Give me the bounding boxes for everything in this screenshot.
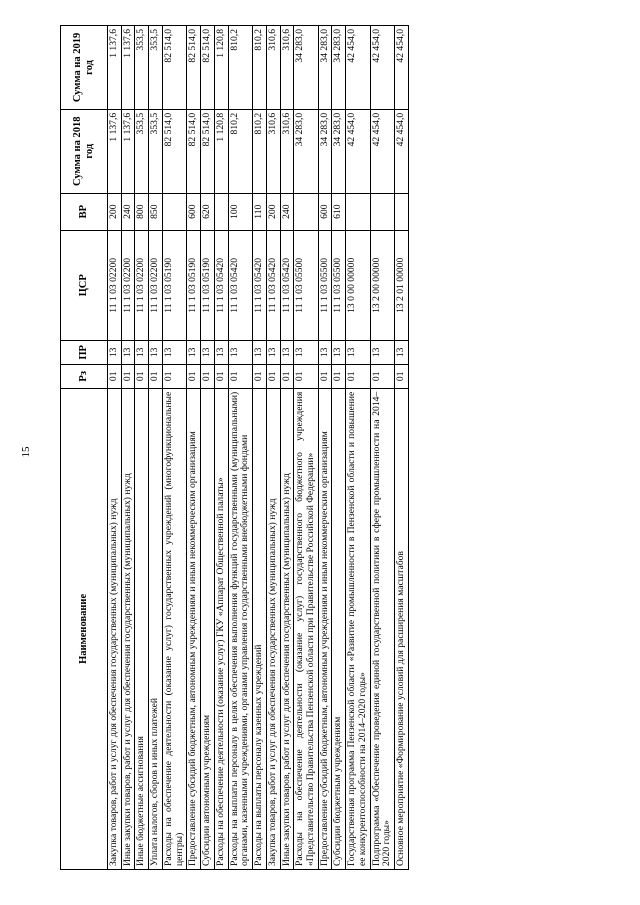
cell-csr: 11 1 03 02200 (149, 230, 163, 340)
cell-name: Расходы на выплаты персоналу казенных учреждений (253, 388, 267, 869)
budget-table (60, 25, 409, 870)
cell-sum-2019: 810,2 (228, 26, 252, 110)
cell-vr: 610 (332, 193, 346, 230)
table-row (318, 26, 332, 870)
table-row (228, 26, 252, 870)
cell-rz: 01 (162, 364, 186, 388)
cell-vr (214, 193, 228, 230)
cell-pr: 13 (395, 340, 409, 364)
table-row (201, 26, 215, 870)
header-name: Наименование (61, 388, 108, 869)
table-row (162, 26, 186, 870)
table-row (370, 26, 394, 870)
cell-vr (162, 193, 186, 230)
cell-csr: 13 2 00 00000 (370, 230, 394, 340)
cell-vr: 200 (108, 193, 122, 230)
cell-sum-2019: 82 514,0 (187, 26, 201, 110)
cell-csr: 11 1 03 02200 (121, 230, 135, 340)
cell-sum-2019: 1 137,6 (121, 26, 135, 110)
cell-pr: 13 (108, 340, 122, 364)
header-pr: ПР (61, 340, 108, 364)
cell-pr: 13 (294, 340, 318, 364)
cell-rz: 01 (332, 364, 346, 388)
cell-sum-2019: 310,6 (266, 26, 280, 110)
cell-csr: 13 0 00 00000 (346, 230, 370, 340)
cell-pr: 13 (135, 340, 149, 364)
cell-sum-2018: 42 454,0 (346, 109, 370, 193)
table-row (121, 26, 135, 870)
cell-csr: 11 1 03 05190 (162, 230, 186, 340)
cell-sum-2019: 42 454,0 (370, 26, 394, 110)
cell-name: Закупка товаров, работ и услуг для обеспечения государственных (муниципальных) нужд (108, 388, 122, 869)
cell-csr: 11 1 03 05420 (280, 230, 294, 340)
cell-sum-2018: 34 283,0 (294, 109, 318, 193)
cell-sum-2019: 34 283,0 (318, 26, 332, 110)
table-header-row (61, 26, 108, 870)
cell-csr: 11 1 03 02200 (108, 230, 122, 340)
cell-sum-2018: 34 283,0 (318, 109, 332, 193)
cell-csr: 11 1 03 05190 (201, 230, 215, 340)
cell-pr: 13 (162, 340, 186, 364)
cell-vr: 600 (187, 193, 201, 230)
table-row (108, 26, 122, 870)
cell-rz: 01 (280, 364, 294, 388)
cell-sum-2018: 1 137,6 (121, 109, 135, 193)
cell-vr: 620 (201, 193, 215, 230)
header-sum-2018: Сумма на 2018 год (61, 109, 108, 193)
cell-rz: 01 (294, 364, 318, 388)
cell-sum-2019: 810,2 (253, 26, 267, 110)
cell-rz: 01 (149, 364, 163, 388)
cell-csr: 11 1 03 05420 (228, 230, 252, 340)
cell-pr: 13 (280, 340, 294, 364)
cell-sum-2018: 82 514,0 (162, 109, 186, 193)
header-sum-2019: Сумма на 2019 год (61, 26, 108, 110)
cell-csr: 11 1 03 05190 (187, 230, 201, 340)
cell-vr: 200 (266, 193, 280, 230)
cell-rz: 01 (346, 364, 370, 388)
cell-rz: 01 (370, 364, 394, 388)
page-number: 15 (20, 446, 32, 458)
cell-rz: 01 (318, 364, 332, 388)
header-csr: ЦСР (61, 230, 108, 340)
cell-sum-2018: 310,6 (266, 109, 280, 193)
cell-pr: 13 (266, 340, 280, 364)
cell-pr: 13 (318, 340, 332, 364)
cell-name: Расходы на обеспечение деятельности (оказание услуг) государственного бюджетного учреждения «Представительство Правительства Пензенской области при Правительстве Российской Федерации» (294, 388, 318, 869)
cell-rz: 01 (121, 364, 135, 388)
table-row (395, 26, 409, 870)
cell-rz: 01 (108, 364, 122, 388)
table-row (253, 26, 267, 870)
cell-csr: 13 2 01 00000 (395, 230, 409, 340)
cell-sum-2018: 810,2 (228, 109, 252, 193)
cell-vr (395, 193, 409, 230)
cell-name: Государственная программа Пензенской области «Развитие промышленности в Пензенской области и повышение ее конкурентоспособности на 2014–2020 годы» (346, 388, 370, 869)
cell-pr: 13 (149, 340, 163, 364)
cell-vr (294, 193, 318, 230)
cell-name: Субсидии автономным учреждениям (201, 388, 215, 869)
cell-name: Расходы на выплаты персоналу в целях обеспечения выполнения функций государственными (муниципальными) органами, казенными учреждениями, органами управления государственными внебюджетными фондами (228, 388, 252, 869)
cell-vr (346, 193, 370, 230)
cell-rz: 01 (135, 364, 149, 388)
cell-sum-2018: 353,5 (135, 109, 149, 193)
cell-name: Подпрограмма «Обеспечение проведения единой государственной политики в сфере промышленности на 2014–2020 годы» (370, 388, 394, 869)
cell-name: Субсидии бюджетным учреждениям (332, 388, 346, 869)
cell-pr: 13 (121, 340, 135, 364)
table-row (214, 26, 228, 870)
cell-pr: 13 (332, 340, 346, 364)
cell-name: Предоставление субсидий бюджетным, автономным учреждениям и иным некоммерческим организациям (187, 388, 201, 869)
cell-rz: 01 (201, 364, 215, 388)
cell-vr: 800 (135, 193, 149, 230)
cell-name: Расходы на обеспечение деятельности (оказание услуг) государственных учреждений (многофункциональные центры) (162, 388, 186, 869)
cell-pr: 13 (370, 340, 394, 364)
cell-sum-2019: 1 120,8 (214, 26, 228, 110)
header-rz: Рз (61, 364, 108, 388)
table-row (149, 26, 163, 870)
cell-rz: 01 (214, 364, 228, 388)
table-row (294, 26, 318, 870)
cell-csr: 11 1 03 05500 (318, 230, 332, 340)
cell-sum-2019: 34 283,0 (294, 26, 318, 110)
cell-sum-2018: 82 514,0 (187, 109, 201, 193)
cell-sum-2019: 34 283,0 (332, 26, 346, 110)
cell-sum-2019: 310,6 (280, 26, 294, 110)
table-body (108, 26, 409, 870)
cell-sum-2018: 810,2 (253, 109, 267, 193)
cell-pr: 13 (187, 340, 201, 364)
cell-sum-2019: 82 514,0 (162, 26, 186, 110)
cell-vr: 240 (280, 193, 294, 230)
cell-name: Закупка товаров, работ и услуг для обеспечения государственных (муниципальных) нужд (266, 388, 280, 869)
cell-csr: 11 1 03 05420 (214, 230, 228, 340)
cell-sum-2018: 1 137,6 (108, 109, 122, 193)
cell-rz: 01 (228, 364, 252, 388)
cell-vr: 110 (253, 193, 267, 230)
table-row (187, 26, 201, 870)
header-vr: ВР (61, 193, 108, 230)
cell-sum-2019: 353,5 (135, 26, 149, 110)
cell-sum-2018: 1 120,8 (214, 109, 228, 193)
cell-rz: 01 (395, 364, 409, 388)
cell-vr: 240 (121, 193, 135, 230)
cell-sum-2018: 310,6 (280, 109, 294, 193)
cell-name: Основное мероприятие «Формирование условий для расширения масштабов (395, 388, 409, 869)
cell-sum-2018: 34 283,0 (332, 109, 346, 193)
cell-name: Иные закупки товаров, работ и услуг для обеспечения государственных (муниципальных) нужд (280, 388, 294, 869)
cell-sum-2018: 42 454,0 (370, 109, 394, 193)
cell-sum-2019: 1 137,6 (108, 26, 122, 110)
cell-name: Иные закупки товаров, работ и услуг для обеспечения государственных (муниципальных) нужд (121, 388, 135, 869)
cell-name: Расходы на обеспечение деятельности (оказание услуг) ГКУ «Аппарат Общественной палаты» (214, 388, 228, 869)
cell-csr: 11 1 03 05500 (332, 230, 346, 340)
cell-csr: 11 1 03 05420 (266, 230, 280, 340)
budget-table-rotated-container (60, 25, 620, 870)
cell-pr: 13 (346, 340, 370, 364)
cell-sum-2019: 42 454,0 (395, 26, 409, 110)
cell-sum-2019: 42 454,0 (346, 26, 370, 110)
cell-sum-2019: 82 514,0 (201, 26, 215, 110)
table-row (266, 26, 280, 870)
table-row (135, 26, 149, 870)
cell-vr: 100 (228, 193, 252, 230)
table-row (280, 26, 294, 870)
cell-rz: 01 (253, 364, 267, 388)
cell-sum-2018: 42 454,0 (395, 109, 409, 193)
cell-sum-2019: 353,5 (149, 26, 163, 110)
cell-vr (370, 193, 394, 230)
cell-csr: 11 1 03 05420 (253, 230, 267, 340)
cell-name: Иные бюджетные ассигнования (135, 388, 149, 869)
cell-pr: 13 (201, 340, 215, 364)
cell-vr: 850 (149, 193, 163, 230)
cell-name: Уплата налогов, сборов и иных платежей (149, 388, 163, 869)
table-row (346, 26, 370, 870)
cell-pr: 13 (228, 340, 252, 364)
cell-rz: 01 (187, 364, 201, 388)
cell-pr: 13 (253, 340, 267, 364)
cell-name: Предоставление субсидий бюджетным, автономным учреждениям и иным некоммерческим организациям (318, 388, 332, 869)
cell-csr: 11 1 03 02200 (135, 230, 149, 340)
cell-csr: 11 1 03 05500 (294, 230, 318, 340)
table-row (332, 26, 346, 870)
cell-pr: 13 (214, 340, 228, 364)
cell-vr: 600 (318, 193, 332, 230)
cell-sum-2018: 353,5 (149, 109, 163, 193)
cell-rz: 01 (266, 364, 280, 388)
cell-sum-2018: 82 514,0 (201, 109, 215, 193)
